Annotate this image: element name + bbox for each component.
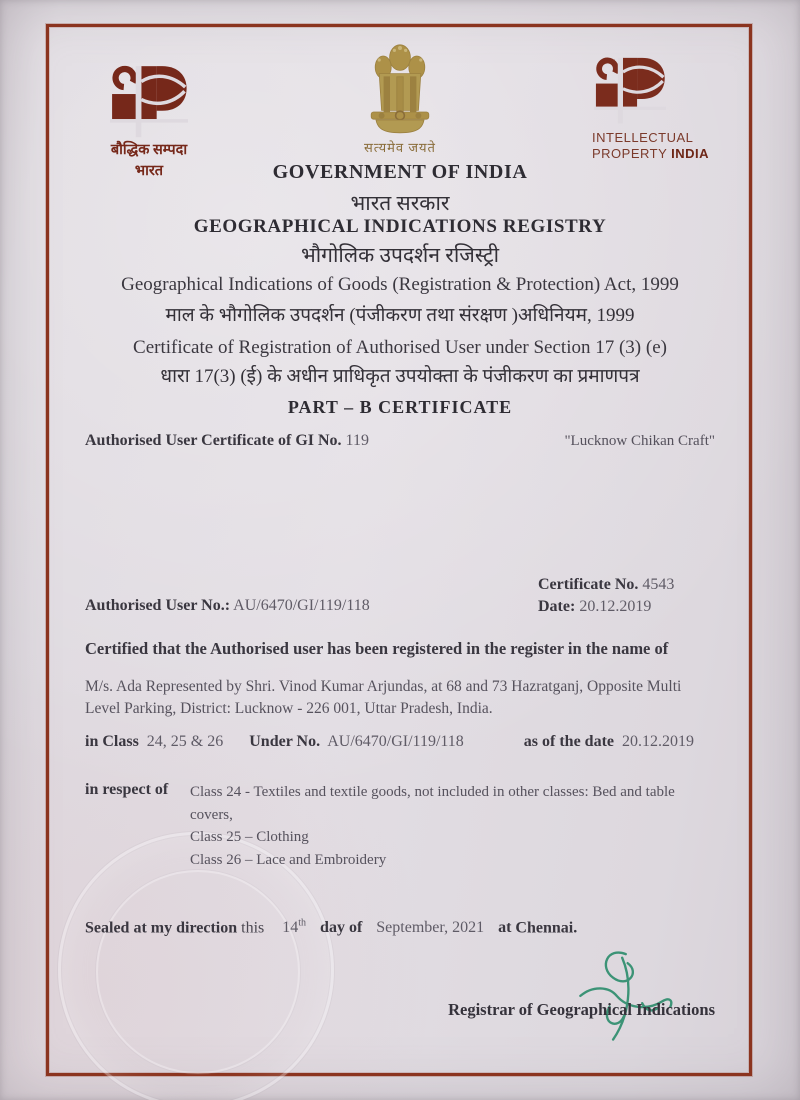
right-logo-caption-1: INTELLECTUAL [592, 130, 694, 145]
gi-number-label: Authorised User Certificate of GI No. [85, 432, 342, 449]
ip-india-logo-icon [594, 56, 666, 124]
title-registry-hindi: भौगोलिक उपदर्शन रजिस्ट्री [300, 243, 500, 267]
as-of-date-label: as of the date [523, 733, 615, 750]
india-state-emblem-icon [358, 40, 442, 136]
right-logo-caption-2b: INDIA [671, 146, 710, 162]
class-item-24: Class 24 - Textiles and textile goods, not included in other classes: Bed and table covers, [190, 784, 675, 823]
seal-place-value: Chennai. [515, 919, 578, 937]
title-government-of-india: GOVERNMENT OF INDIA [272, 161, 528, 183]
left-logo-caption-2: भारत [134, 163, 164, 180]
certificate-date-value: 20.12.2019 [579, 597, 652, 615]
emblem-motto: सत्यमेव जयते [364, 140, 436, 155]
in-respect-of-section [85, 781, 715, 871]
seal-month-value: September, 2021 [376, 919, 485, 937]
authorised-user-value: AU/6470/GI/119/118 [233, 597, 370, 614]
under-no-value: AU/6470/GI/119/118 [327, 733, 464, 750]
sealed-prefix: Sealed at my direction [85, 919, 238, 937]
registrar-signature-icon [568, 945, 680, 1045]
class-row [85, 733, 715, 751]
sealed-this-word: this [241, 919, 265, 937]
part-b-title: PART – B CERTIFICATE [287, 397, 513, 417]
as-of-date-value: 20.12.2019 [622, 733, 695, 750]
gi-name-value: "Lucknow Chikan Craft" [564, 433, 715, 449]
title-government-hindi: भारत सरकार [350, 191, 450, 215]
title-registry: GEOGRAPHICAL INDICATIONS REGISTRY [193, 216, 607, 237]
right-logo-caption [592, 130, 752, 163]
title-certificate-hindi: धारा 17(3) (ई) के अधीन प्राधिकृत उपयोक्ता के पंजीकरण का प्रमाणपत्र [160, 366, 640, 387]
authorised-user-label: Authorised User No.: [85, 597, 231, 614]
certified-statement: Certified that the Authorised user has been registered in the register in the name of [85, 639, 669, 658]
gi-number-value: 119 [345, 432, 369, 449]
ip-india-logo-right [592, 56, 752, 163]
class-item-25: Class 25 – Clothing [190, 829, 309, 845]
in-respect-of-label: in respect of [85, 781, 169, 798]
seal-day-value: 14th [282, 918, 307, 937]
sealed-statement-row [85, 918, 715, 937]
certificate-date-label: Date: [538, 597, 576, 615]
class-item-26: Class 26 – Lace and Embroidery [190, 851, 387, 868]
ip-india-logo-icon [110, 64, 188, 138]
title-act: Geographical Indications of Goods (Registration & Protection) Act, 1999 [121, 274, 679, 295]
registrar-title: Registrar of Geographical Indications [448, 1000, 715, 1019]
day-of-label: day of [320, 919, 363, 937]
certificate-number-value: 4543 [642, 576, 675, 593]
left-logo-caption-1: बौद्धिक सम्पदा [110, 142, 188, 158]
embossed-seal-icon [58, 832, 334, 1100]
certificate-number-label: Certificate No. [538, 576, 639, 593]
authorised-user-number-row [85, 597, 715, 615]
state-emblem-block [352, 40, 448, 156]
in-class-value: 24, 25 & 26 [146, 733, 224, 750]
gi-number-row [85, 432, 715, 450]
title-act-hindi: माल के भौगोलिक उपदर्शन (पंजीकरण तथा संरक्षण )अधिनियम, 1999 [165, 305, 635, 326]
seal-day-ordinal: th [298, 918, 307, 929]
certificate-number-line [538, 574, 674, 596]
seal-at-label: at [498, 919, 512, 937]
title-certificate-section: Certificate of Registration of Authorised User under Section 17 (3) (e) [133, 337, 667, 358]
class-list [190, 781, 710, 871]
right-logo-caption-2a: PROPERTY [592, 146, 668, 162]
under-no-label: Under No. [249, 733, 321, 750]
holder-details: M/s. Ada Represented by Shri. Vinod Kumar Arjundas, at 68 and 73 Hazratganj, Opposite Multi Level Parking, District: Lucknow - 226 001, Uttar Pradesh, India. [85, 678, 682, 717]
in-class-label: in Class [85, 733, 139, 750]
gi-number-group [85, 432, 369, 450]
